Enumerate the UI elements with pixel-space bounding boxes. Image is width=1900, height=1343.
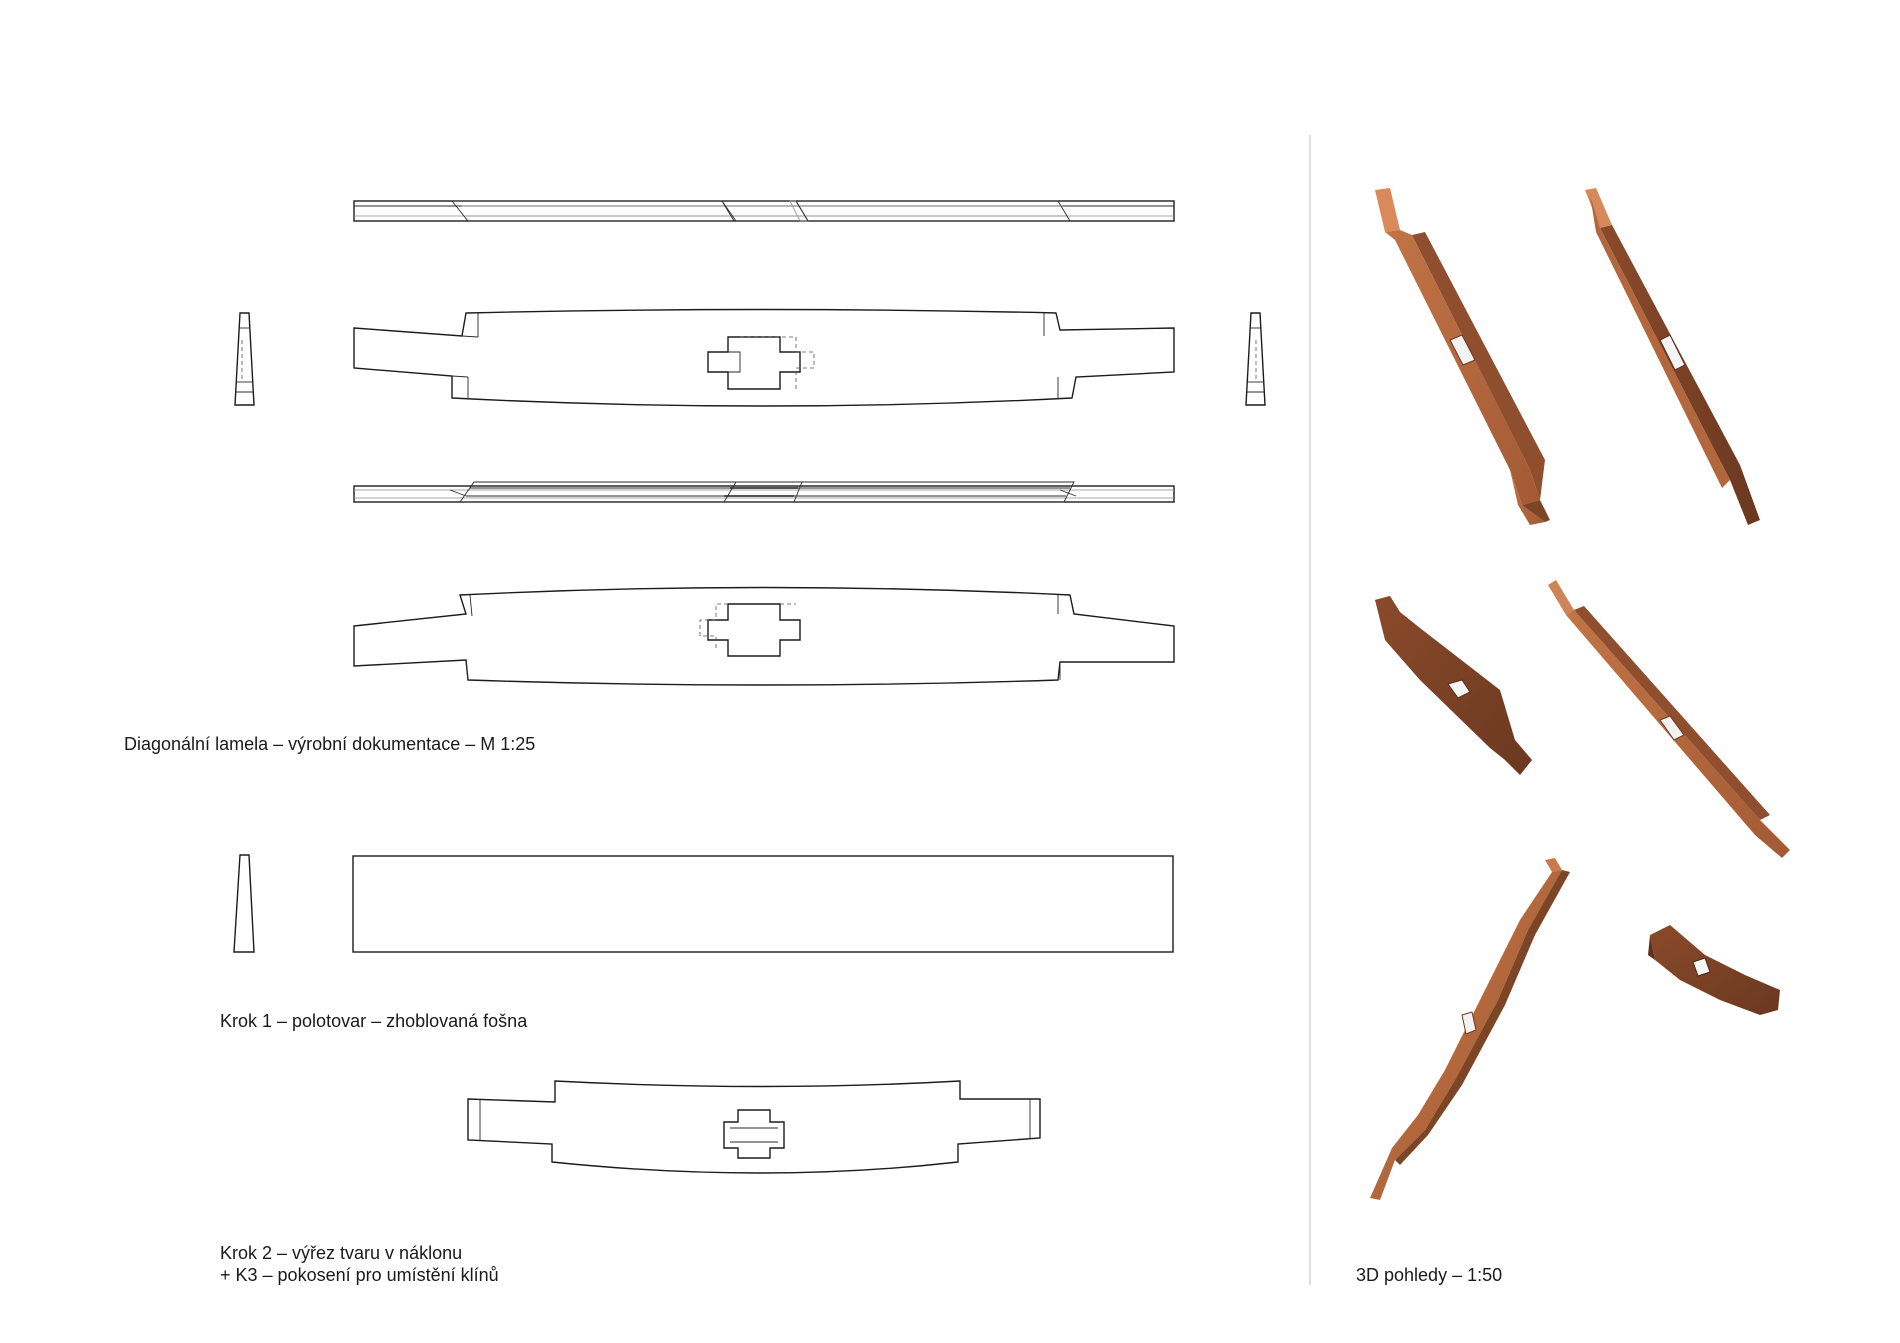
lamella-3d-view-5 xyxy=(1370,858,1570,1200)
lamella-3d-view-1 xyxy=(1375,188,1550,525)
lamella-3d-view-2 xyxy=(1585,188,1760,525)
lamella-top-view xyxy=(354,201,1174,221)
lamella-side-profile-right xyxy=(1246,313,1265,405)
lamella-front-view xyxy=(354,310,1174,407)
step1-plank xyxy=(234,855,1173,952)
lamella-bottom-view xyxy=(354,482,1174,502)
caption-step2-line1: Krok 2 – výřez tvaru v náklonu xyxy=(220,1243,463,1263)
lamella-3d-view-3 xyxy=(1375,596,1532,775)
lamella-3d-view-4 xyxy=(1548,580,1790,858)
lamella-3d-view-6 xyxy=(1648,925,1780,1015)
caption-3d-views: 3D pohledy – 1:50 xyxy=(1356,1265,1503,1285)
step2-shaped-cut xyxy=(468,1081,1040,1173)
caption-step2-line2: + K3 – pokosení pro umístění klínů xyxy=(220,1265,499,1285)
caption-main: Diagonální lamela – výrobní dokumentace – M 1:25 xyxy=(124,734,536,754)
lamella-front-view-2 xyxy=(354,588,1174,686)
lamella-side-profile-left xyxy=(235,313,254,405)
caption-step2 xyxy=(220,1242,499,1286)
caption-step1: Krok 1 – polotovar – zhoblovaná fošna xyxy=(220,1011,528,1031)
